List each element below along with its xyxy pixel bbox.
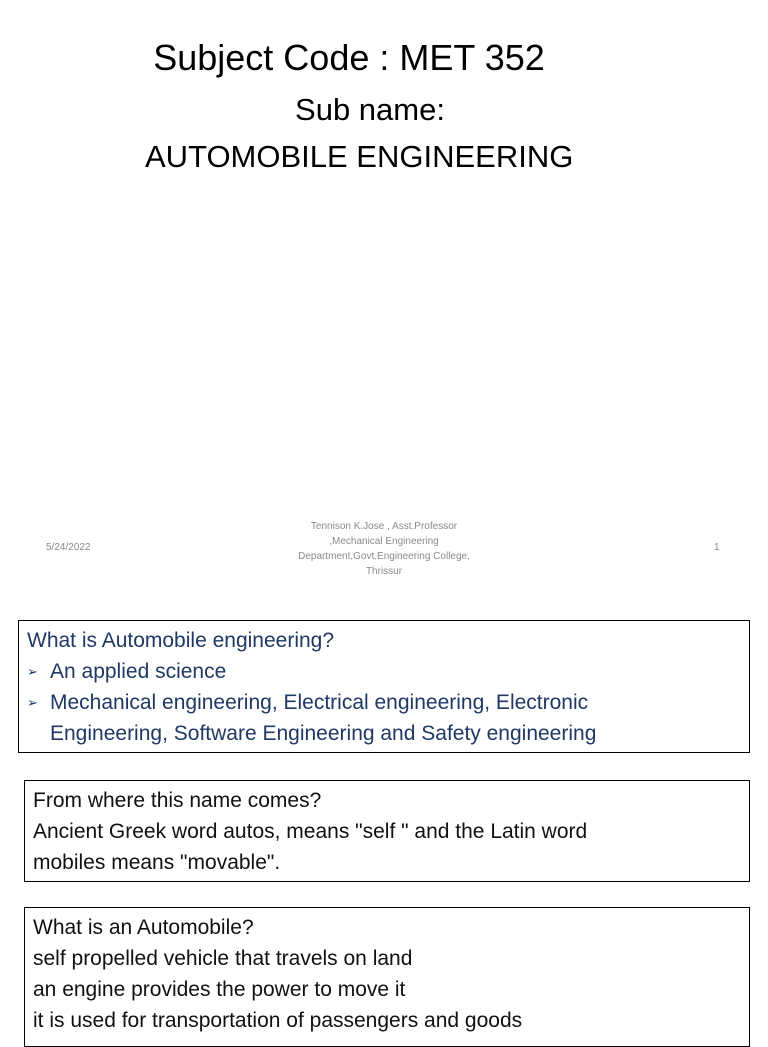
footer-date: 5/24/2022 — [46, 542, 91, 553]
arrow-bullet-icon: ➢ — [27, 664, 38, 679]
automobile-definition-box — [24, 907, 750, 1047]
sub-name-title: AUTOMOBILE ENGINEERING — [145, 139, 574, 174]
etymology-line: mobiles means "movable". — [33, 851, 281, 874]
footer-author-line: Thrissur — [365, 566, 403, 577]
etymology-line: From where this name comes? — [33, 789, 322, 812]
footer-author — [278, 519, 490, 579]
definition-heading: What is Automobile engineering? — [27, 629, 335, 652]
automobile-line: What is an Automobile? — [33, 916, 254, 939]
arrow-bullet-icon: ➢ — [27, 695, 38, 710]
etymology-line: Ancient Greek word autos, means "self " and the Latin word — [33, 820, 588, 843]
sub-name-label: Sub name: — [295, 92, 445, 127]
automobile-line: it is used for transportation of passengers and goods — [33, 1009, 523, 1032]
etymology-box — [24, 780, 750, 882]
bullet-text: Engineering, Software Engineering and Safety engineering — [50, 722, 597, 745]
bullet-item — [27, 656, 741, 687]
bullet-text: An applied science — [50, 660, 227, 683]
subject-code-title: Subject Code : MET 352 — [153, 37, 545, 78]
footer-author-line: Tennison K.Jose , Asst.Professor — [310, 521, 458, 532]
automobile-line: an engine provides the power to move it — [33, 978, 406, 1001]
bullet-text: Mechanical engineering, Electrical engineering, Electronic — [50, 691, 589, 714]
definition-box — [18, 620, 750, 753]
footer-author-line: Department,Govt.Engineering College, — [298, 551, 470, 562]
footer-author-line: ,Mechanical Engineering — [329, 536, 439, 547]
footer-page-number: 1 — [714, 542, 720, 553]
bullet-item — [27, 687, 741, 749]
automobile-line: self propelled vehicle that travels on land — [33, 947, 413, 970]
